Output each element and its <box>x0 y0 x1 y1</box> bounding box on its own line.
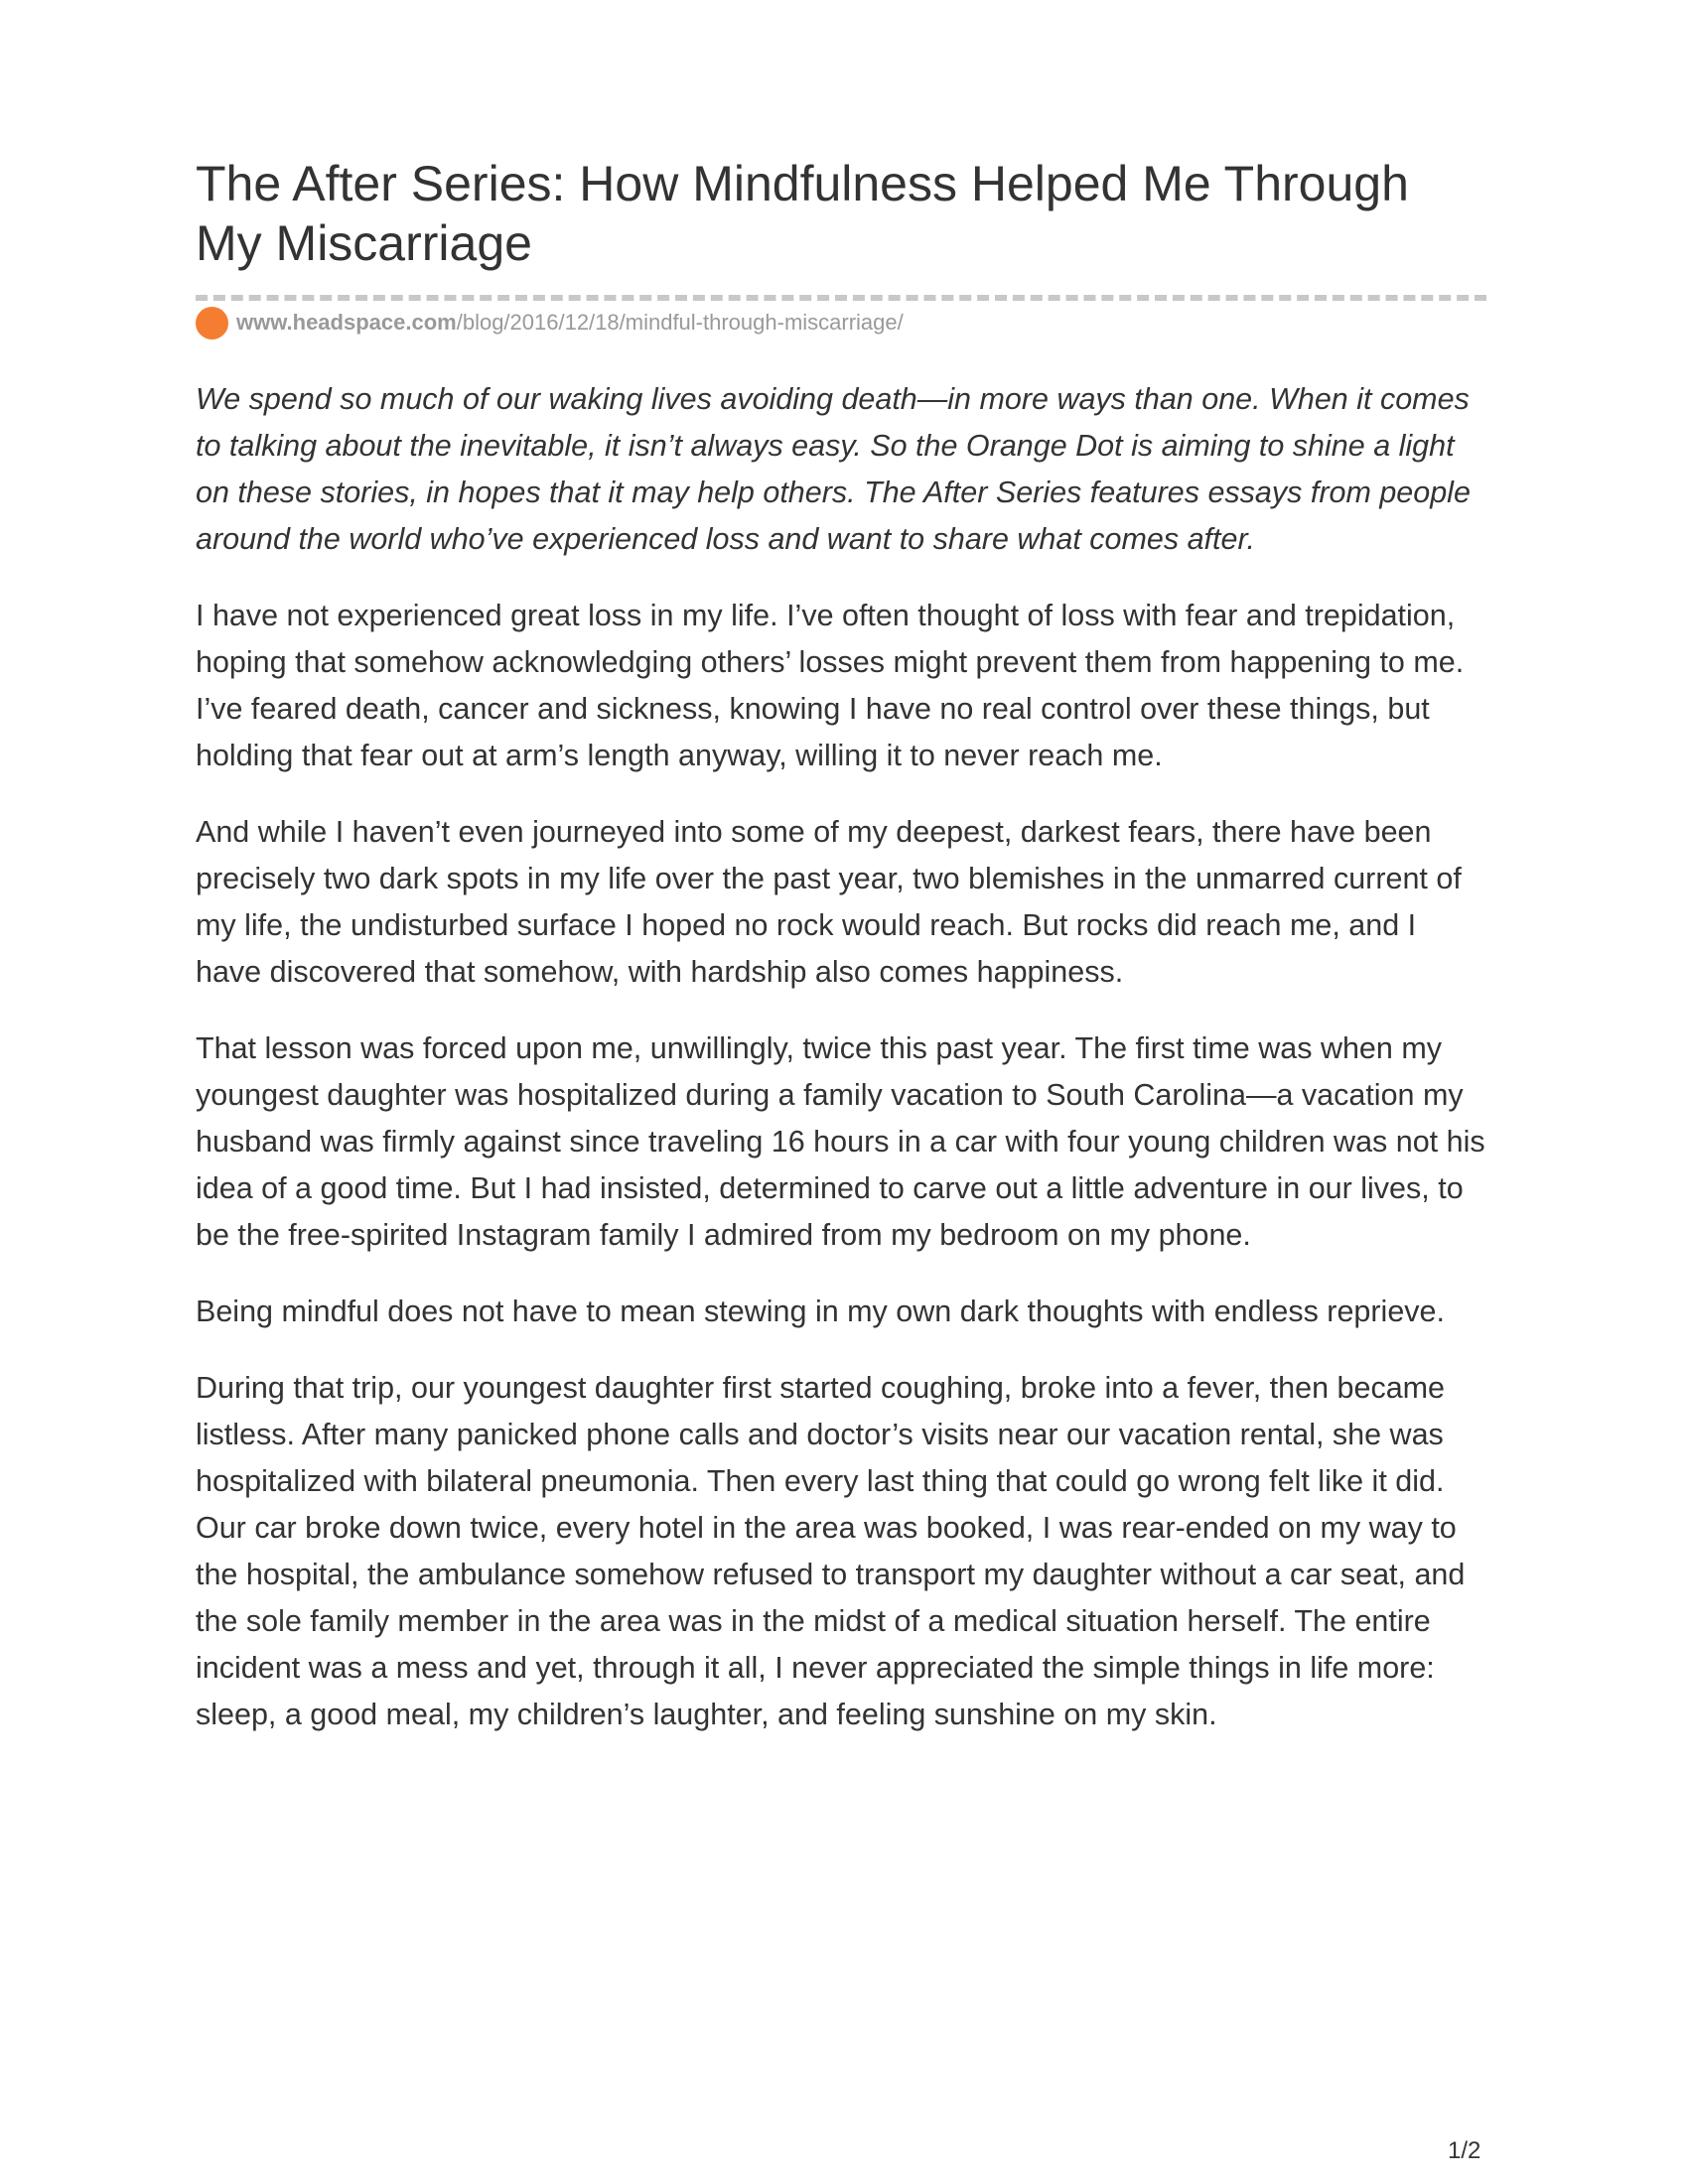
body-paragraph: That lesson was forced upon me, unwillingly, twice this past year. The first time was when my youngest daughter was hospitalized during a family vacation to South Carolina—a vacation my husband was firmly against since traveling 16 hours in a car with four young children was not his idea of a good time. But I had insisted, determined to carve out a little adventure in our lives, to be the free-spirited Instagram family I admired from my bedroom on my phone. <box>196 1031 1485 1252</box>
page-number: 1/2 <box>1448 2137 1481 2164</box>
source-line <box>196 305 1486 341</box>
body-paragraph: I have not experienced great loss in my life. I’ve often thought of loss with fear and trepidation, hoping that somehow acknowledging others’ losses might prevent them from happening to me. I’ve feared death, cancer and sickness, knowing I have no real control over these things, but holding that fear out at arm’s length anyway, willing it to never reach me. <box>196 599 1465 772</box>
article <box>196 154 1486 1768</box>
article-body <box>196 376 1486 1738</box>
source-domain[interactable]: www.headspace.com <box>236 310 457 335</box>
source-path[interactable]: /blog/2016/12/18/mindful-through-miscarriage/ <box>456 310 904 335</box>
orange-dot-icon <box>196 307 228 340</box>
body-paragraph: Being mindful does not have to mean stewing in my own dark thoughts with endless reprieve. <box>196 1295 1445 1328</box>
intro-paragraph: We spend so much of our waking lives avoiding death—in more ways than one. When it comes to talking about the inevitable, it isn’t always easy. So the Orange Dot is aiming to shine a light on these stories, in hopes that it may help others. The After Series features essays from people around the world who’ve experienced loss and want to share what comes after. <box>196 382 1471 556</box>
title-divider <box>196 295 1486 301</box>
article-title: The After Series: How Mindfulness Helped Me Through My Miscarriage <box>196 156 1409 271</box>
body-paragraph: During that trip, our youngest daughter first started coughing, broke into a fever, then became listless. After many panicked phone calls and doctor’s visits near our vacation rental, she was hospitalized with bilateral pneumonia. Then every last thing that could go wrong felt like it did. Our car broke down twice, every hotel in the area was booked, I was rear-ended on my way to the hospital, the ambulance somehow refused to transport my daughter without a car seat, and the sole family member in the area was in the midst of a medical situation herself. The entire incident was a mess and yet, through it all, I never appreciated the simple things in life more: sleep, a good meal, my children’s laughter, and feeling sunshine on my skin. <box>196 1371 1466 1731</box>
body-paragraph: And while I haven’t even journeyed into some of my deepest, darkest fears, there have been precisely two dark spots in my life over the past year, two blemishes in the unmarred current of my life, the undisturbed surface I hoped no rock would reach. But rocks did reach me, and I have discovered that somehow, with hardship also comes happiness. <box>196 815 1462 989</box>
